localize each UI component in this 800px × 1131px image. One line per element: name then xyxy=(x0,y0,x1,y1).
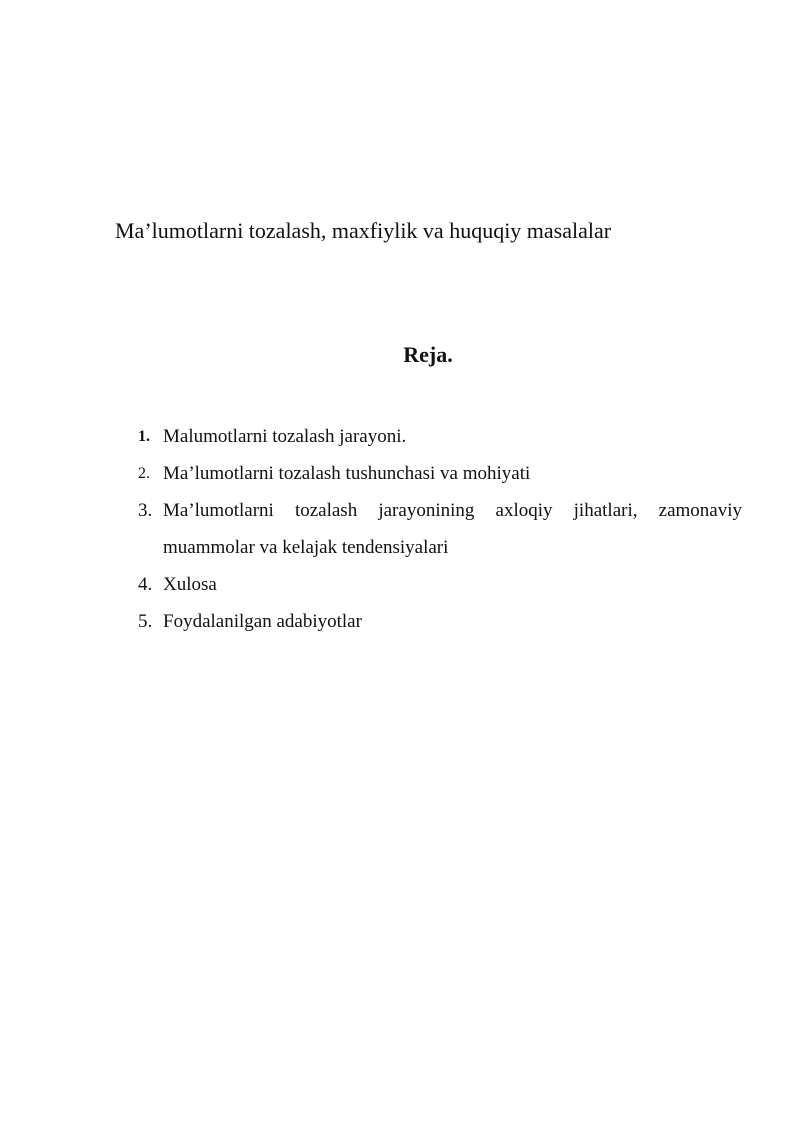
plan-item xyxy=(138,566,742,603)
plan-item-text: Malumotlarni tozalash jarayoni. xyxy=(163,426,407,447)
plan-list xyxy=(138,418,742,640)
plan-item-number: 1. xyxy=(138,428,150,445)
plan-item xyxy=(138,603,742,640)
plan-heading: Reja. xyxy=(403,342,453,367)
document-title: Ma’lumotlarni tozalash, maxfiylik va huquqiy masalalar xyxy=(115,218,612,243)
plan-item xyxy=(138,418,742,455)
plan-item-number: 5. xyxy=(138,611,153,632)
plan-item-number: 2. xyxy=(138,465,150,482)
plan-item xyxy=(138,455,742,492)
plan-item-text: Ma’lumotlarni tozalash jarayonining axloqiy jihatlari, zamonaviy muammolar va kelajak tendensiyalari xyxy=(163,500,742,558)
plan-item xyxy=(138,492,742,566)
plan-item-text: Foydalanilgan adabiyotlar xyxy=(163,611,362,632)
plan-item-number: 3. xyxy=(138,500,153,521)
plan-item-text: Xulosa xyxy=(163,574,217,595)
plan-item-text: Ma’lumotlarni tozalash tushunchasi va mohiyati xyxy=(163,463,531,484)
plan-item-number: 4. xyxy=(138,574,153,595)
